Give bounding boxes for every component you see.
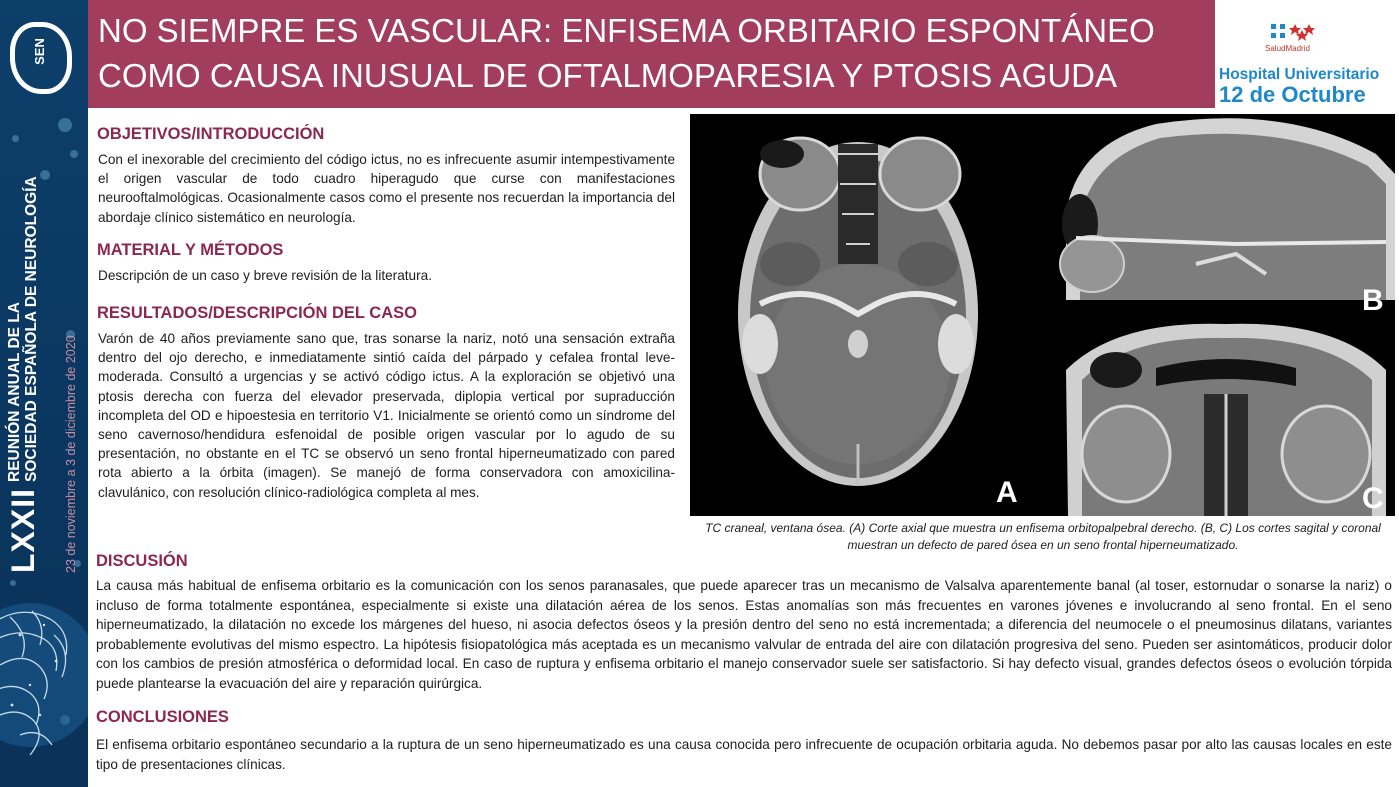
resultados-text: Varón de 40 años previamente sano que, tras sonarse la nariz, notó una sensación extraña dentro del ojo derecho, e inmediatamente sintió caída del párpado y cefalea frontal leve-moderada. Consultó a urgencias y se activó código ictus. A la exploración se objetivó una ptosis derecha con fuerza del elevador preservada, diplopia vertical por supraducción incompleta del OD e hipoestesia en territorio V1. Inicialmente se orientó como un síndrome del seno cavernoso/hendidura esfenoidal de posible origen vascular por lo agudo de su presentación, no obstante en el TC se observó un seno frontal hiperneumatizado con pared rota abierto a la órbita (imagen). Se manejó de forma conservadora con amoxicilina-clavulánico, con resolución clínico-radiológica completa al mes. bbox=[98, 331, 675, 500]
figure-caption: TC craneal, ventana ósea. (A) Corte axial que muestra un enfisema orbitopalpebral derecho. (B, C) Los cortes sagital y coronal muestran un defecto de pared ósea en un seno frontal hiperneumatizado. bbox=[705, 521, 1381, 552]
conclusiones-text: El enfisema orbitario espontáneo secundario a la ruptura de un seno hiperneumatizado es una causa conocida pero infrecuente de ocupación orbitaria aguda. No debemos pasar por alto las causas locales en este tipo de presentaciones clínicas. bbox=[96, 737, 1392, 772]
sagittal-ct-scan bbox=[1036, 114, 1395, 310]
title-banner bbox=[88, 0, 1215, 108]
salud-madrid-icon bbox=[1269, 20, 1323, 42]
material-heading: MATERIAL Y MÉTODOS bbox=[97, 241, 284, 259]
material-text: Descripción de un caso y breve revisión de la literatura. bbox=[98, 268, 432, 283]
brain-illustration bbox=[0, 595, 88, 787]
edition-numeral: LXXII bbox=[5, 487, 41, 573]
objetivos-heading: OBJETIVOS/INTRODUCCIÓN bbox=[97, 125, 325, 143]
ct-panel-a bbox=[690, 114, 1028, 516]
objetivos-text: Con el inexorable del crecimiento del código ictus, no es infrecuente asumir intempestivamente el origen vascular de todo cuadro hiperagudo que curse con manifestaciones neurooftalmológicas. Ocasionalmente casos como el presente nos recuerdan la importancia del abordaje clínico sistemático en neurología. bbox=[98, 152, 675, 225]
meeting-dates: 23 de noviembre a 3 de diciembre de 2020 bbox=[64, 335, 78, 573]
poster-title: NO SIEMPRE ES VASCULAR: ENFISEMA ORBITARIO ESPONTÁNEO COMO CAUSA INUSUAL DE OFTALMOPARESIA Y PTOSIS AGUDA bbox=[98, 12, 1155, 94]
meeting-vertical-text bbox=[2, 153, 86, 573]
hospital-logo bbox=[1215, 0, 1399, 108]
panel-label-c: C bbox=[1362, 482, 1384, 515]
salud-madrid-text: SaludMadrid bbox=[1265, 44, 1310, 53]
hospital-name-line1: Hospital Universitario bbox=[1219, 66, 1380, 83]
panel-label-a: A bbox=[996, 476, 1018, 509]
discusion-heading: DISCUSIÓN bbox=[96, 552, 188, 570]
resultados-heading: RESULTADOS/DESCRIPCIÓN DEL CASO bbox=[97, 304, 417, 322]
sidebar-banner bbox=[0, 0, 88, 787]
ct-panel-b bbox=[1036, 114, 1395, 310]
ct-panel-c bbox=[1056, 320, 1395, 516]
panel-label-b: B bbox=[1362, 284, 1384, 310]
discusion-text: La causa más habitual de enfisema orbitario es la comunicación con los senos paranasales, que puede aparecer tras un mecanismo de Valsalva aparentemente banal (al toser, estornudar o sonarse la nariz) o incluso de forma totalmente espontánea, especialmente si existe una dilatación aérea de los senos. Estas anomalías son más frecuentes en varones jóvenes e involucrando al seno frontal. En el seno hiperneumatizado, la dilatación no excede los márgenes del hueso, ni asocia defectos óseos y la presión dentro del seno no está incrementada; a diferencia del neumocele o el pneumosinus dilatans, variantes probablemente evolutivas del mismo espectro. La hipótesis fisiopatológica más aceptada es un mecanismo valvular de entrada del aire con dilatación progresiva del seno. Pueden ser asintomáticos, producir dolor con los cambios de presión atmosférica o deformidad local. En caso de ruptura y enfisema orbitario el manejo conservador suele ser satisfactorio. Si hay defecto visual, grandes defectos óseos o evolución tórpida puede plantearse la evacuación del aire y reparación quirúrgica. bbox=[96, 578, 1392, 691]
meeting-name: REUNIÓN ANUAL DE LA SOCIEDAD ESPAÑOLA DE NEUROLOGÍA bbox=[6, 176, 40, 482]
axial-ct-scan bbox=[690, 114, 1028, 516]
conclusiones-heading: CONCLUSIONES bbox=[96, 708, 229, 726]
hospital-name-line2: 12 de Octubre bbox=[1219, 82, 1366, 107]
sen-logo bbox=[8, 20, 80, 100]
sen-logo-text: SEN bbox=[31, 38, 47, 65]
coronal-ct-scan bbox=[1056, 320, 1395, 516]
ct-figure bbox=[690, 114, 1395, 516]
